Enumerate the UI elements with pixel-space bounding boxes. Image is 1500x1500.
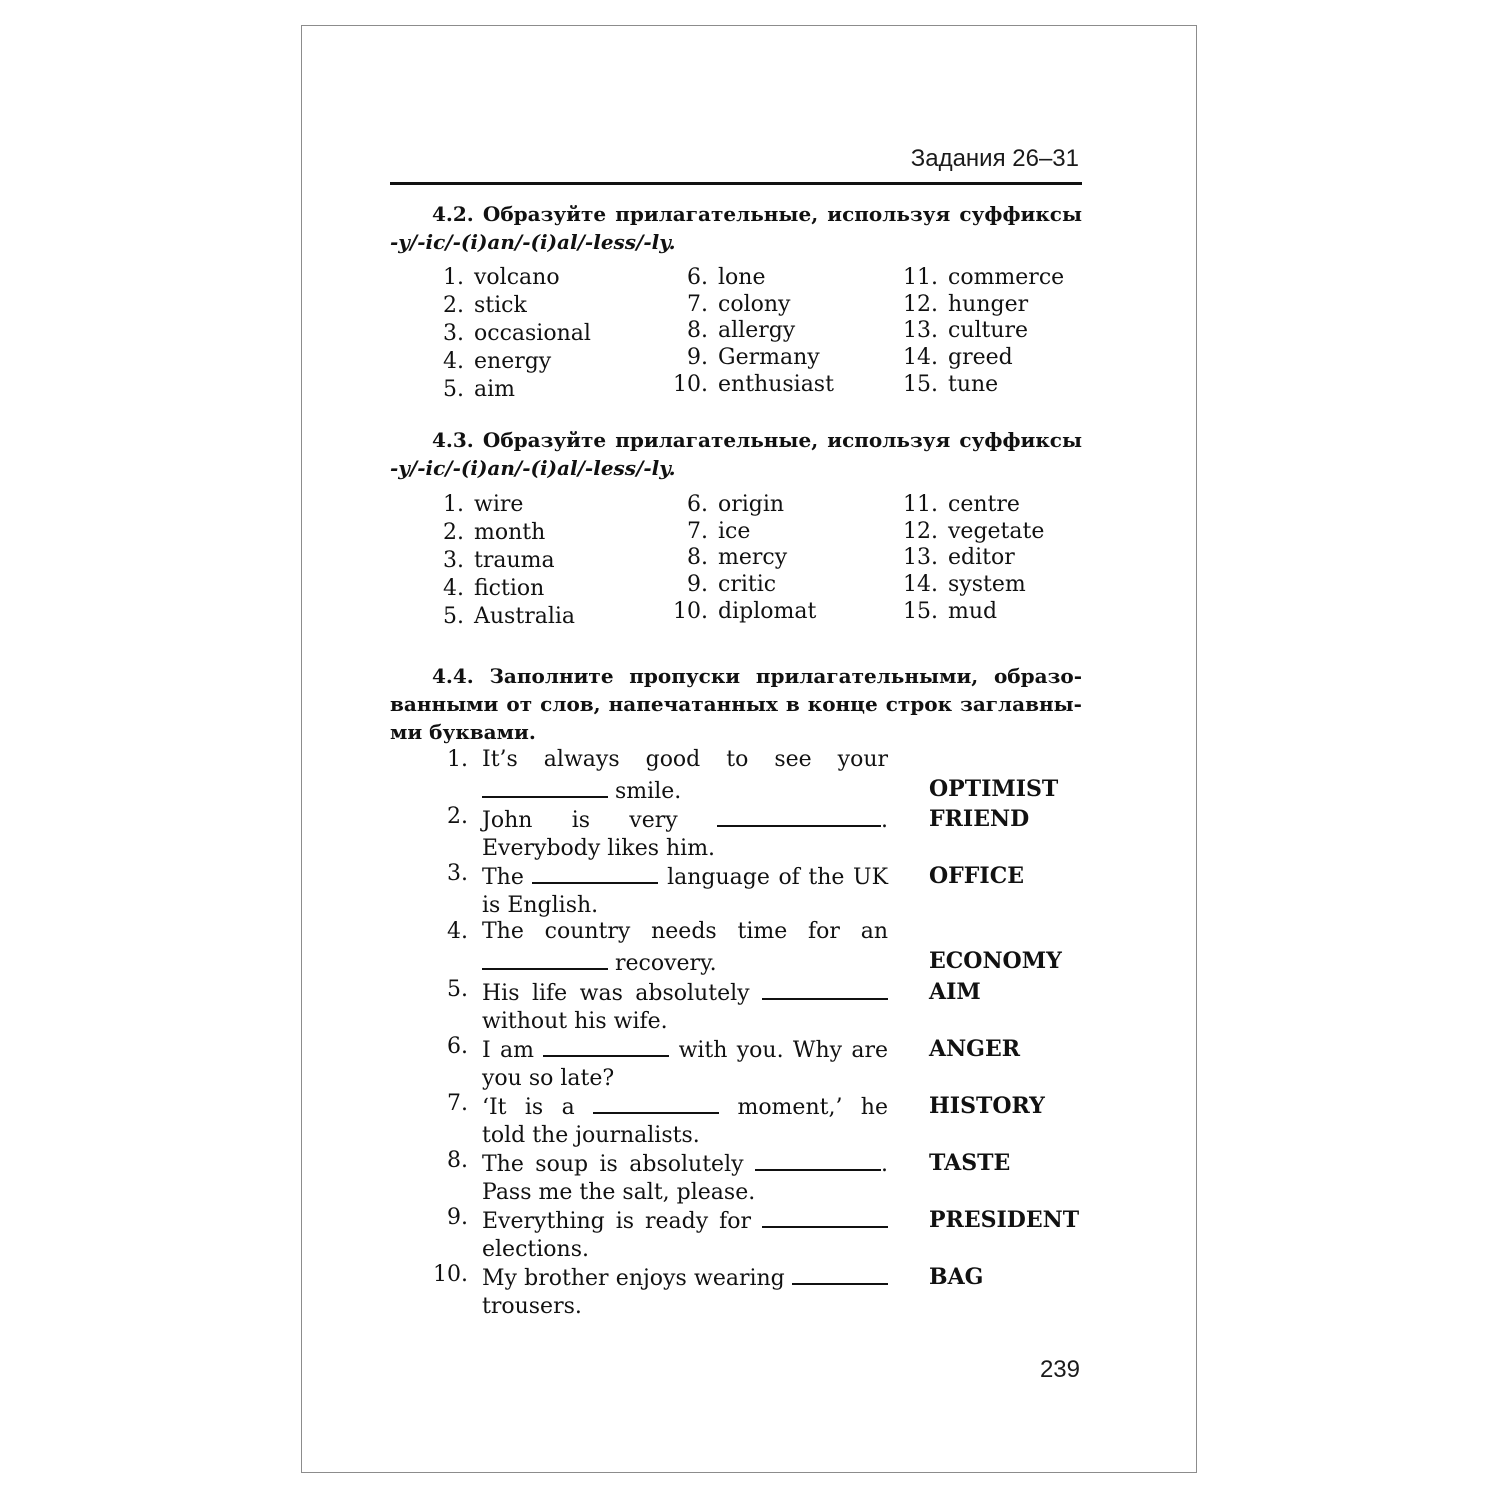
item-number: 2.	[447, 804, 468, 829]
item-word: energy	[474, 349, 552, 374]
item-word: hunger	[948, 291, 1029, 317]
answer-blank[interactable]	[755, 1147, 881, 1171]
item-word: ice	[718, 518, 751, 544]
sentence-text: elections.	[482, 1237, 589, 1262]
item-number: 4.	[443, 349, 464, 374]
answer-blank[interactable]	[792, 1261, 888, 1285]
exercise-4-4-items	[302, 26, 1196, 1472]
item-number: 12.	[903, 518, 938, 544]
item-word: commerce	[948, 265, 1065, 290]
item-number: 3.	[443, 321, 464, 346]
fill-in-item	[433, 1261, 888, 1321]
item-line-1	[482, 860, 888, 892]
item-number: 11.	[903, 492, 938, 517]
item-line-1	[482, 1147, 888, 1179]
item-number: 9.	[687, 345, 708, 371]
sentence-text: It’s always good to see your	[482, 747, 888, 772]
item-line-2	[482, 1122, 888, 1150]
item-number: 6.	[687, 492, 708, 517]
sentence-text: language of the UK	[667, 865, 888, 890]
item-line-1	[482, 746, 888, 774]
item-line-2	[482, 1236, 888, 1264]
fill-in-item	[447, 976, 888, 1036]
sentence-text: is English.	[482, 893, 599, 918]
base-word: AIM	[929, 979, 981, 1005]
item-number: 4.	[447, 919, 468, 944]
base-word: ANGER	[929, 1036, 1021, 1062]
item-number: 4.	[443, 576, 464, 601]
fill-in-item	[447, 860, 888, 920]
exercise-4-4-title-line-2: ванными от слов, напечатанных в конце строк заглавны-	[390, 692, 1082, 716]
item-line-2	[482, 1179, 888, 1207]
sentence-text: moment,’ he	[737, 1095, 888, 1120]
item-number: 5.	[443, 604, 464, 629]
item-line-2	[482, 1065, 888, 1093]
item-word: lone	[718, 265, 766, 290]
answer-blank[interactable]	[543, 1033, 669, 1057]
item-number: 10.	[673, 598, 708, 624]
fill-in-item	[447, 1147, 888, 1207]
answer-blank[interactable]	[717, 803, 881, 827]
sentence-text: without his wife.	[482, 1009, 668, 1034]
sentence-text: ‘It is a	[482, 1095, 575, 1120]
answer-blank[interactable]	[482, 946, 608, 970]
item-word: centre	[948, 492, 1020, 517]
item-number: 11.	[903, 265, 938, 290]
item-word: mud	[948, 598, 998, 624]
item-word: origin	[718, 492, 785, 517]
fill-in-item	[447, 918, 888, 978]
item-number: 3.	[443, 548, 464, 573]
item-line-1	[482, 918, 888, 946]
item-word: trauma	[474, 548, 555, 573]
item-line-1	[482, 1204, 888, 1236]
item-word: enthusiast	[718, 371, 834, 397]
item-number: 2.	[443, 293, 464, 318]
item-number: 7.	[687, 291, 708, 317]
exercise-4-2-title: 4.2. Образуйте прилагательные, используя суффиксы	[432, 202, 1082, 226]
item-number: 2.	[443, 520, 464, 545]
item-number: 14.	[903, 572, 938, 598]
base-word: ECONOMY	[929, 948, 1062, 974]
item-number: 10.	[433, 1262, 468, 1287]
item-number: 5.	[447, 977, 468, 1002]
exercise-4-4-title-line-3: ми буквами.	[390, 720, 536, 744]
item-word: vegetate	[948, 518, 1045, 544]
sentence-text: Pass me the salt, please.	[482, 1180, 756, 1205]
sentence-text: The	[482, 865, 524, 890]
item-number: 9.	[447, 1205, 468, 1230]
item-line-2	[482, 946, 888, 978]
item-word: stick	[474, 293, 527, 318]
exercise-4-3-title: 4.3. Образуйте прилагательные, используя суффиксы	[432, 428, 1082, 452]
base-word: HISTORY	[929, 1093, 1045, 1119]
base-word: TASTE	[929, 1150, 1011, 1176]
sentence-text: Everybody likes him.	[482, 836, 716, 861]
item-number: 3.	[447, 861, 468, 886]
item-word: month	[474, 520, 546, 545]
item-word: system	[948, 572, 1026, 598]
sentence-text: you so late?	[482, 1066, 615, 1091]
sentence-text: recovery.	[615, 951, 717, 976]
item-word: Germany	[718, 345, 820, 371]
item-word: diplomat	[718, 598, 817, 624]
blank-with-period	[717, 808, 888, 833]
item-line-2	[482, 835, 888, 863]
item-word: Australia	[474, 604, 576, 629]
answer-blank[interactable]	[482, 774, 608, 798]
exercise-4-4-title-line-1: 4.4. Заполните пропуски прилагательными, образо-	[432, 664, 1082, 688]
item-number: 6.	[687, 265, 708, 290]
item-word: mercy	[718, 545, 788, 571]
item-word: colony	[718, 291, 791, 317]
base-word: PRESIDENT	[929, 1207, 1080, 1233]
item-line-1	[482, 976, 888, 1008]
sentence-text: .	[881, 808, 888, 833]
item-number: 14.	[903, 345, 938, 371]
item-line-2	[482, 1008, 888, 1036]
sentence-text: smile.	[615, 779, 682, 804]
answer-blank[interactable]	[593, 1090, 719, 1114]
item-line-1	[482, 803, 888, 835]
item-number: 10.	[673, 371, 708, 397]
sentence-text: told the journalists.	[482, 1123, 700, 1148]
item-word: aim	[474, 377, 516, 402]
item-line-1	[482, 1090, 888, 1122]
item-line-2	[482, 1293, 888, 1321]
sentence-text: The country needs time for an	[482, 919, 888, 944]
answer-blank[interactable]	[762, 976, 888, 1000]
sentence-text: trousers.	[482, 1294, 582, 1319]
sentence-text: My brother enjoys wearing	[482, 1266, 785, 1291]
item-number: 8.	[447, 1148, 468, 1173]
book-page	[301, 25, 1197, 1473]
item-number: 13.	[903, 545, 938, 571]
fill-in-item	[447, 746, 888, 806]
base-word: OFFICE	[929, 863, 1024, 889]
exercise-4-3-suffixes: -y/-ic/-(i)an/-(i)al/-less/-ly.	[390, 456, 676, 480]
item-word: wire	[474, 492, 524, 517]
sentence-text: with you. Why are	[678, 1038, 889, 1063]
item-line-1	[482, 1261, 888, 1293]
answer-blank[interactable]	[762, 1204, 888, 1228]
item-line-2	[482, 774, 888, 806]
item-number: 1.	[447, 747, 468, 772]
sentence-text: John is very	[482, 808, 678, 833]
item-number: 5.	[443, 377, 464, 402]
fill-in-item	[447, 1033, 889, 1093]
answer-blank[interactable]	[532, 860, 658, 884]
fill-in-item	[447, 1204, 888, 1264]
item-word: greed	[948, 345, 1013, 371]
item-word: volcano	[474, 265, 560, 290]
item-word: fiction	[474, 576, 545, 601]
item-word: culture	[948, 318, 1029, 344]
item-number: 1.	[443, 265, 464, 290]
base-word: OPTIMIST	[929, 776, 1059, 802]
sentence-text: I am	[482, 1038, 534, 1063]
item-line-1	[482, 1033, 888, 1065]
exercise-4-2-suffixes: -y/-ic/-(i)an/-(i)al/-less/-ly.	[390, 230, 676, 254]
item-number: 8.	[687, 545, 708, 571]
item-number: 1.	[443, 492, 464, 517]
sentence-text: Everything is ready for	[482, 1209, 752, 1234]
item-number: 6.	[447, 1034, 468, 1059]
item-number: 8.	[687, 318, 708, 344]
base-word: BAG	[929, 1264, 984, 1290]
item-word: allergy	[718, 318, 796, 344]
item-number: 13.	[903, 318, 938, 344]
item-number: 15.	[903, 371, 938, 397]
item-number: 7.	[447, 1091, 468, 1116]
sentence-text: .	[880, 1152, 888, 1177]
running-header: Задания 26–31	[910, 145, 1079, 172]
item-word: occasional	[474, 321, 591, 346]
item-word: editor	[948, 545, 1015, 571]
item-number: 9.	[687, 572, 708, 598]
sentence-text: His life was absolutely	[482, 981, 750, 1006]
fill-in-item	[447, 1090, 888, 1150]
item-number: 7.	[687, 518, 708, 544]
sentence-text: The soup is absolutely	[482, 1152, 744, 1177]
page-number: 239	[1039, 1356, 1080, 1383]
item-number: 12.	[903, 291, 938, 317]
item-word: critic	[718, 572, 777, 598]
fill-in-item	[447, 803, 888, 863]
blank-with-period	[755, 1152, 888, 1177]
item-line-2	[482, 892, 888, 920]
base-word: FRIEND	[929, 806, 1030, 832]
item-number: 15.	[903, 598, 938, 624]
item-word: tune	[948, 371, 999, 397]
